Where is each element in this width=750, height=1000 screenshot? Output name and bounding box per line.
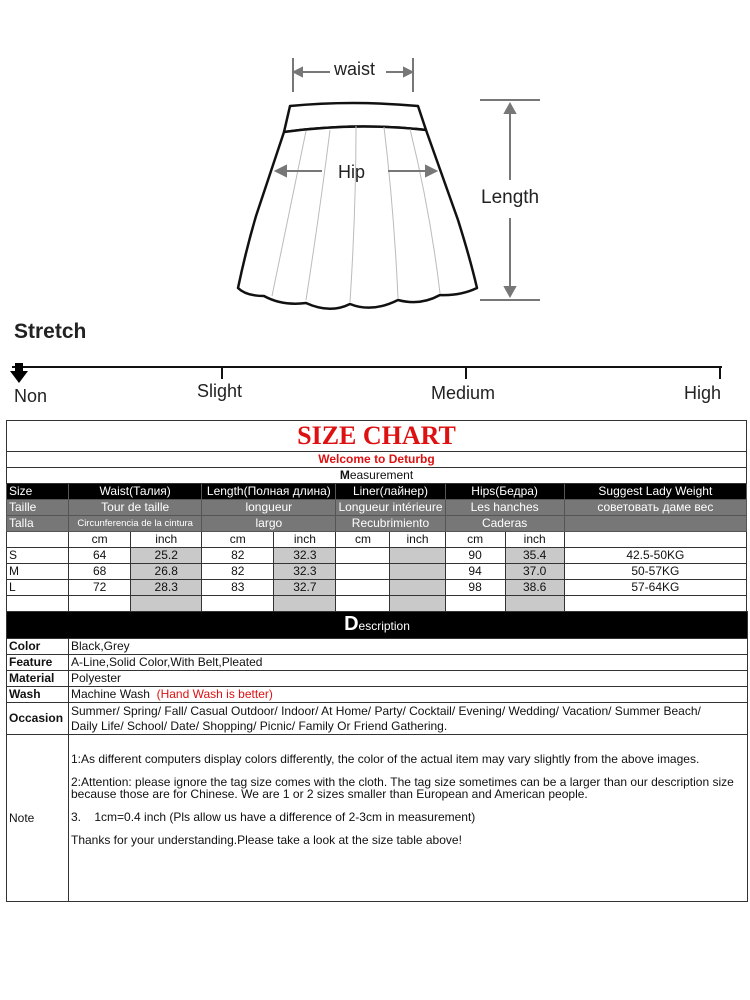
col-liner-es: Recubrimiento <box>336 516 445 532</box>
feature-key: Feature <box>7 655 69 671</box>
note-1: 1:As different computers display colors differently, the color of the actual item may vary slightly from the above images. <box>71 752 700 766</box>
col-hips: Hips(Бедра) <box>445 484 564 500</box>
desc-row-occasion <box>7 703 748 735</box>
color-value: Black,Grey <box>69 639 748 655</box>
col-waist-fr: Tour de taille <box>69 500 202 516</box>
skirt-body <box>238 126 477 308</box>
occasion-key: Occasion <box>7 703 69 735</box>
material-value: Polyester <box>69 671 748 687</box>
stretch-level-slight: Slight <box>197 381 243 401</box>
table-row-empty <box>7 596 747 612</box>
unit-cm: cm <box>445 532 505 548</box>
color-key: Color <box>7 639 69 655</box>
wash-note: (Hand Wash is better) <box>156 687 273 701</box>
col-length-fr: longueur <box>202 500 336 516</box>
stretch-level-non: Non <box>14 386 48 406</box>
col-length-es: largo <box>202 516 336 532</box>
length-label: Length <box>481 187 540 208</box>
unit-cm: cm <box>336 532 390 548</box>
unit-inch: inch <box>505 532 564 548</box>
stretch-scale <box>0 355 750 385</box>
unit-cm: cm <box>202 532 274 548</box>
size-chart-table <box>6 420 747 612</box>
note-3: 3. 1cm=0.4 inch (Pls allow us have a difference of 2-3cm in measurement) <box>71 810 476 824</box>
wash-key: Wash <box>7 687 69 703</box>
desc-row-color <box>7 639 748 655</box>
units-row <box>7 532 747 548</box>
table-row: S 64 25.2 82 32.3 90 35.4 42.5-50KG <box>7 548 747 564</box>
stretch-level-medium: Medium <box>431 383 496 403</box>
col-hips-fr: Les hanches <box>445 500 564 516</box>
desc-row-wash <box>7 687 748 703</box>
col-liner: Liner(лайнер) <box>336 484 445 500</box>
feature-value: A-Line,Solid Color,With Belt,Pleated <box>69 655 748 671</box>
occasion-line-2: Daily Life/ School/ Date/ Shopping/ Picnic/ Family Or Friend Gathering. <box>71 718 448 733</box>
waist-label: waist <box>334 59 376 79</box>
material-key: Material <box>7 671 69 687</box>
table-row: M 68 26.8 82 32.3 94 37.0 50-57KG <box>7 564 747 580</box>
col-length: Length(Полная длина) <box>202 484 336 500</box>
note-key: Note <box>7 735 69 902</box>
unit-cm: cm <box>69 532 131 548</box>
col-weight-ru: советовать даме вес <box>564 500 746 516</box>
col-waist-es: Circunferencia de la cintura <box>69 516 202 532</box>
size-chart-title: SIZE CHART <box>7 421 747 452</box>
desc-row-material <box>7 671 748 687</box>
skirt-diagram <box>0 0 750 320</box>
table-row: L 72 28.3 83 32.7 98 38.6 57-64KG <box>7 580 747 596</box>
wash-value: Machine Wash <box>71 687 150 701</box>
stretch-level-high: High <box>684 383 722 403</box>
welcome-text: Welcome to Deturbg <box>7 452 747 468</box>
unit-inch: inch <box>131 532 202 548</box>
header-row-en <box>7 484 747 500</box>
col-weight: Suggest Lady Weight <box>564 484 746 500</box>
description-table <box>6 611 748 902</box>
stretch-title: Stretch <box>14 320 87 343</box>
col-size-fr: Taille <box>7 500 69 516</box>
measurement-label: Measurement <box>7 468 747 484</box>
header-row-fr <box>7 500 747 516</box>
col-size-es: Talla <box>7 516 69 532</box>
col-hips-es: Caderas <box>445 516 564 532</box>
col-size: Size <box>7 484 69 500</box>
desc-row-note <box>7 735 748 902</box>
description-title: Description <box>7 612 748 639</box>
unit-inch: inch <box>274 532 336 548</box>
header-row-es <box>7 516 747 532</box>
col-waist: Waist(Талия) <box>69 484 202 500</box>
hip-label: Hip <box>338 162 366 182</box>
col-weight-es <box>564 516 746 532</box>
note-2: 2:Attention: please ignore the tag size comes with the cloth. The tag size sometimes can be a larger than our description size because those are for Chinese. We are 1 or 2 sizes smaller than European and American people. <box>71 775 734 801</box>
desc-row-feature <box>7 655 748 671</box>
occasion-line-1: Summer/ Spring/ Fall/ Casual Outdoor/ Indoor/ At Home/ Party/ Cocktail/ Evening/ Wedding/ Vacation/ Summer Beach/ <box>71 703 701 718</box>
unit-inch: inch <box>390 532 445 548</box>
col-liner-fr: Longueur intérieure <box>336 500 445 516</box>
note-4: Thanks for your understanding.Please take a look at the size table above! <box>71 833 462 847</box>
